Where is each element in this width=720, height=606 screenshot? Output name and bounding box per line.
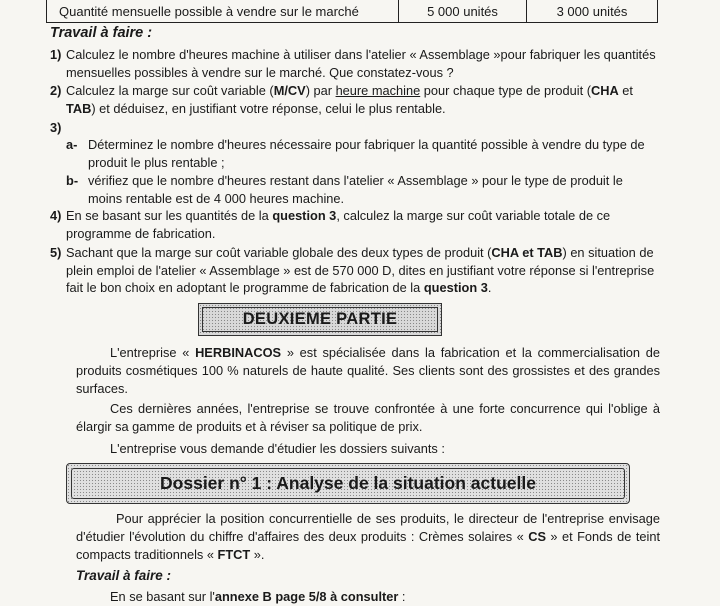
- paragraph-dossier-1: Pour apprécier la position concurrentielle de ses produits, le directeur de l'entreprise envisage d'étudier l'évolution du chiffre d'affaires des deux produits : Crèmes solaires « CS » et Fonds de teint compacts traditionnels « FTCT ».: [76, 511, 661, 562]
- travail-heading-1: Travail à faire :: [50, 25, 153, 41]
- question-number: 2): [50, 83, 62, 98]
- question-2: [50, 82, 660, 117]
- question-text: Calculez le nombre d'heures machine à utiliser dans l'atelier « Assemblage »pour fabriquer les quantités mensuelles possibles à vendre sur le marché. Que constatez-vous ?: [66, 47, 656, 80]
- table-cell-label: Quantité mensuelle possible à vendre sur le marché: [47, 0, 399, 22]
- quantity-table-row: [46, 0, 658, 23]
- question-number: 3): [50, 120, 62, 135]
- question-4: [50, 207, 660, 242]
- question-text: vérifiez que le nombre d'heures restant dans l'atelier « Assemblage » pour le type de produit le moins rentable est de 4 000 heures machine.: [88, 173, 623, 206]
- question-text: En se basant sur les quantités de la question 3, calculez la marge sur coût variable totale de ce programme de fabrication.: [66, 208, 611, 241]
- paragraph-dossiers: L'entreprise vous demande d'étudier les dossiers suivants :: [110, 441, 445, 456]
- table-cell-cha: 5 000 unités: [399, 0, 527, 22]
- paragraph-concurrence: Ces dernières années, l'entreprise se trouve confrontée à une forte concurrence qui l'oblige à élargir sa gamme de produits et à réviser sa politique de prix.: [76, 401, 660, 434]
- question-number: 5): [50, 245, 62, 260]
- question-number: 4): [50, 208, 62, 223]
- question-letter: b-: [66, 173, 79, 188]
- question-1: [50, 46, 660, 81]
- banner-title: DEUXIEME PARTIE: [202, 307, 438, 332]
- question-3b: [66, 172, 660, 207]
- banner-title: Dossier n° 1 : Analyse de la situation actuelle: [71, 468, 625, 499]
- question-5: [50, 244, 660, 297]
- paragraph-intro: L'entreprise « HERBINACOS » est spécialisée dans la fabrication et la commercialisation de produits cosmétiques 100 % naturels de haute qualité. Ses clients sont des grossistes et des grandes surfaces.: [76, 345, 660, 396]
- table-cell-tab: 3 000 unités: [556, 3, 628, 19]
- question-letter: a-: [66, 137, 78, 152]
- question-text: Déterminez le nombre d'heures nécessaire pour fabriquer la quantité possible à vendre du type de produit le plus rentable ;: [88, 137, 645, 170]
- paragraph-annexe: En se basant sur l'annexe B page 5/8 à consulter :: [110, 589, 406, 604]
- section-banner-deuxieme-partie: [198, 303, 442, 336]
- question-number: 1): [50, 47, 62, 62]
- travail-heading-2: Travail à faire :: [76, 568, 172, 583]
- question-text: Sachant que la marge sur coût variable globale des deux types de produit (CHA et TAB) en situation de plein emploi de l'atelier « Assemblage » est de 570 000 D, dites en justifiant votre réponse si l'entreprise fait le bon choix en adoptant le programme de fabrication de la question 3.: [66, 245, 655, 295]
- question-text: Calculez la marge sur coût variable (M/CV) par heure machine pour chaque type de produit (CHA et TAB) et déduisez, en justifiant votre réponse, celui le plus rentable.: [66, 83, 633, 116]
- section-banner-dossier-1: [66, 463, 630, 504]
- question-3a: [66, 136, 660, 171]
